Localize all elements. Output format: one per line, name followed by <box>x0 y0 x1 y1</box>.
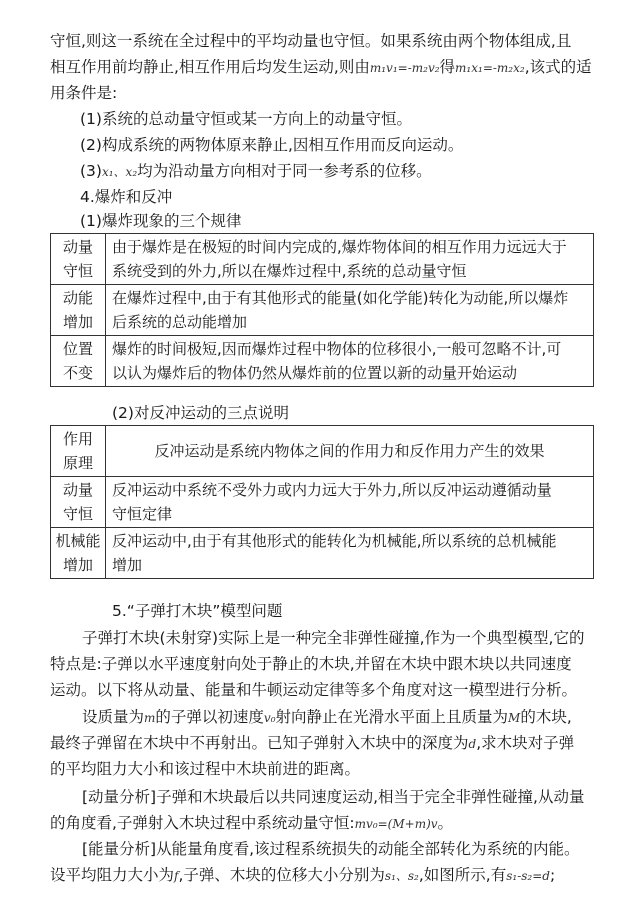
para-line-2: 特点是:子弹以水平速度射向处于静止的木块,并留在木块中跟木块以共同速度 <box>50 655 572 673</box>
para-line-1: 子弹打木块(未射穿)实际上是一种完全非弹性碰撞,作为一个典型模型,它的 <box>82 629 585 647</box>
formula-momentum-conservation: mv₀=(M+m)v <box>354 817 438 831</box>
text-line-1: 守恒,则这一系统在全过程中的平均动量也守恒。如果系统由两个物体组成,且 <box>50 32 572 50</box>
table-row: 动量 守恒 反冲运动中系统不受外力或内力远大于外力,所以反冲运动遵循动量 守恒定律 <box>51 477 594 528</box>
formula-displacement: m₁x₁=-m₂x₂ <box>455 61 525 75</box>
explosion-subheading: (1)爆炸现象的三个规律 <box>80 212 242 230</box>
recoil-table <box>50 425 594 579</box>
formula-momentum: m₁v₁=-m₂v₂ <box>369 61 440 75</box>
para-line-3: 运动。以下将从动量、能量和牛顿运动定律等多个角度对这一模型进行分析。 <box>50 681 578 699</box>
para-line-8: 的角度看,子弹射入木块过程中系统动量守恒:mv₀=(M+m)v。 <box>50 814 454 832</box>
formula-x1-x2: x₁、x₂ <box>101 165 138 179</box>
table-row: 动能 增加 在爆炸过程中,由于有其他形式的能量(如化学能)转化为动能,所以爆炸 后系统的总动能增加 <box>51 285 594 336</box>
table-row: 位置 不变 爆炸的时间极短,因而爆炸过程中物体的位移很小,一般可忽略不计,可 以认为爆炸后的物体仍然从爆炸前的位置以新的动量开始运动 <box>51 336 594 387</box>
condition-2: (2)构成系统的两物体原来静止,因相互作用而反向运动。 <box>80 136 464 154</box>
table-row: 作用 原理 反冲运动是系统内物体之间的作用力和反作用力产生的效果 <box>51 426 594 477</box>
text-line-2: 相互作用前均静止,相互作用后均发生运动,则由m₁v₁=-m₂v₂得m₁x₁=-m₂x₂,该式的适 <box>50 58 592 76</box>
para-line-7: [动量分析]子弹和木块最后以共同速度运动,相当于完全非弹性碰撞,从动量 <box>82 788 585 806</box>
condition-3: (3)x₁、x₂均为沿动量方向相对于同一参考系的位移。 <box>80 162 432 180</box>
para-line-4: 设质量为m的子弹以初速度v₀射向静止在光滑水平面上且质量为M的木块, <box>82 708 572 726</box>
section-4-heading: 4.爆炸和反冲 <box>80 188 173 206</box>
section-5-heading: 5.“子弹打木块”模型问题 <box>112 602 283 620</box>
table-row: 动量 守恒 由于爆炸是在极短的时间内完成的,爆炸物体间的相互作用力远远大于 系统受到的外力,所以在爆炸过程中,系统的总动量守恒 <box>51 234 594 285</box>
table-row: 机械能 增加 反冲运动中,由于有其他形式的能转化为机械能,所以系统的总机械能 增加 <box>51 528 594 579</box>
para-line-10: 设平均阻力大小为f,子弹、木块的位移大小分别为s₁、s₂,如图所示,有s₁-s₂=d; <box>50 866 556 884</box>
explosion-table <box>50 233 594 387</box>
condition-1: (1)系统的总动量守恒或某一方向上的动量守恒。 <box>80 110 412 128</box>
para-line-5: 最终子弹留在木块中不再射出。已知子弹射入木块中的深度为d,求木块对子弹 <box>50 734 575 752</box>
text-line-3: 用条件是: <box>50 84 118 102</box>
recoil-subheading: (2)对反冲运动的三点说明 <box>112 404 289 422</box>
para-line-6: 的平均阻力大小和该过程中木块前进的距离。 <box>50 760 361 778</box>
para-line-9: [能量分析]从能量角度看,该过程系统损失的动能全部转化为系统的内能。 <box>82 840 580 858</box>
